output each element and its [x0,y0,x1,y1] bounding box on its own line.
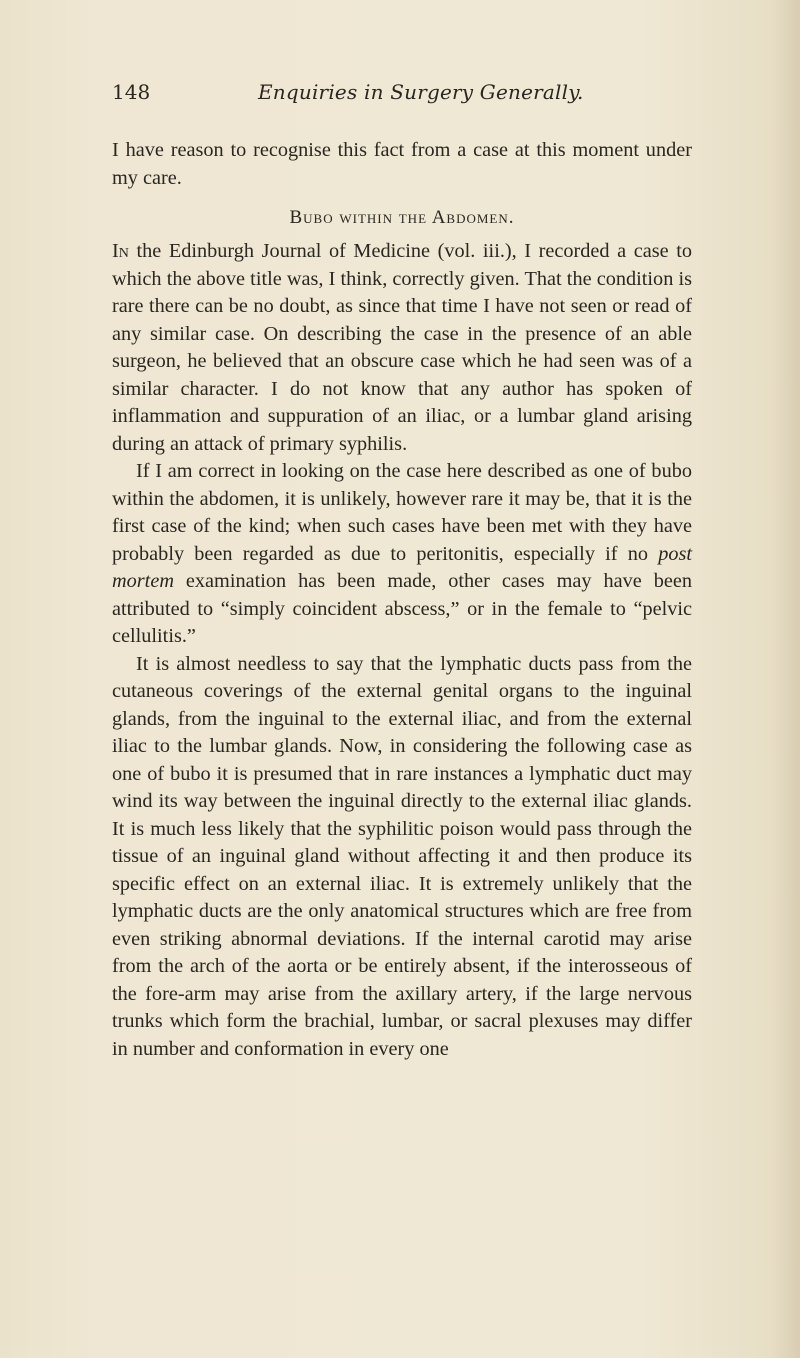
page-number: 148 [112,80,151,104]
running-head: Enquiries in Surgery Generally. [258,80,584,104]
paragraph-2-text: the Edinburgh Journal of Medicine (vol. iii.), I recorded a case to which the above title was, I think, correctly given. That the condition is rare there can be no doubt, as since that time I have not seen or read of any similar case. On describing the case in the presence of an able surgeon, he believed that an obscure case which he had seen was of a similar character. I do not know that any author has spoken of inflammation and suppuration of an iliac, or a lumbar gland arising during an attack of primary syphilis. [112,240,692,455]
paragraph-4: It is almost needless to say that the lymphatic ducts pass from the cutaneous coverings of the external genital organs to the inguinal glands, from the inguinal to the external iliac, and from the external iliac to the lumbar glands. Now, in considering the following case as one of bubo it is presumed that in rare instances a lymphatic duct may wind its way between the inguinal directly to the external iliac glands. It is much less likely that the syphilitic poison would pass through the tissue of an inguinal gland without affecting it and then produce its specific effect on an external iliac. It is extremely unlikely that the lymphatic ducts are the only anatomical structures which are free from even striking abnormal deviations. If the internal carotid may arise from the arch of the aorta or be entirely absent, if the interosseous of the fore-arm may arise from the axillary artery, if the large nervous trunks which form the brachial, lumbar, or sacral plexuses may differ in number and conformation in every one [112,652,692,1060]
section-heading: Bubo within the Abdomen. [289,207,515,228]
paragraph-2 [112,238,692,458]
paragraph-3 [112,458,692,651]
body-text [112,137,692,1063]
paragraph-1: I have reason to recognise this fact from a case at this moment under my care. [112,139,692,189]
paragraph-3-text-a: If I am correct in looking on the case here described as one of bubo within the abdomen, it is unlikely, however rare it may be, that it is the first case of the kind; when such cases have been met with they have probably been regarded as due to peritonitis, especially if no [112,460,692,565]
paragraph-3-text-b: examination has been made, other cases may have been attributed to “simply coincident abscess,” or in the female to “pelvic cellulitis.” [112,570,692,647]
paragraph-3-italic: post mortem [112,542,692,592]
page-edge-shadow [770,0,800,1358]
page-header [0,80,800,116]
paragraph-2-lead: In [112,240,129,262]
